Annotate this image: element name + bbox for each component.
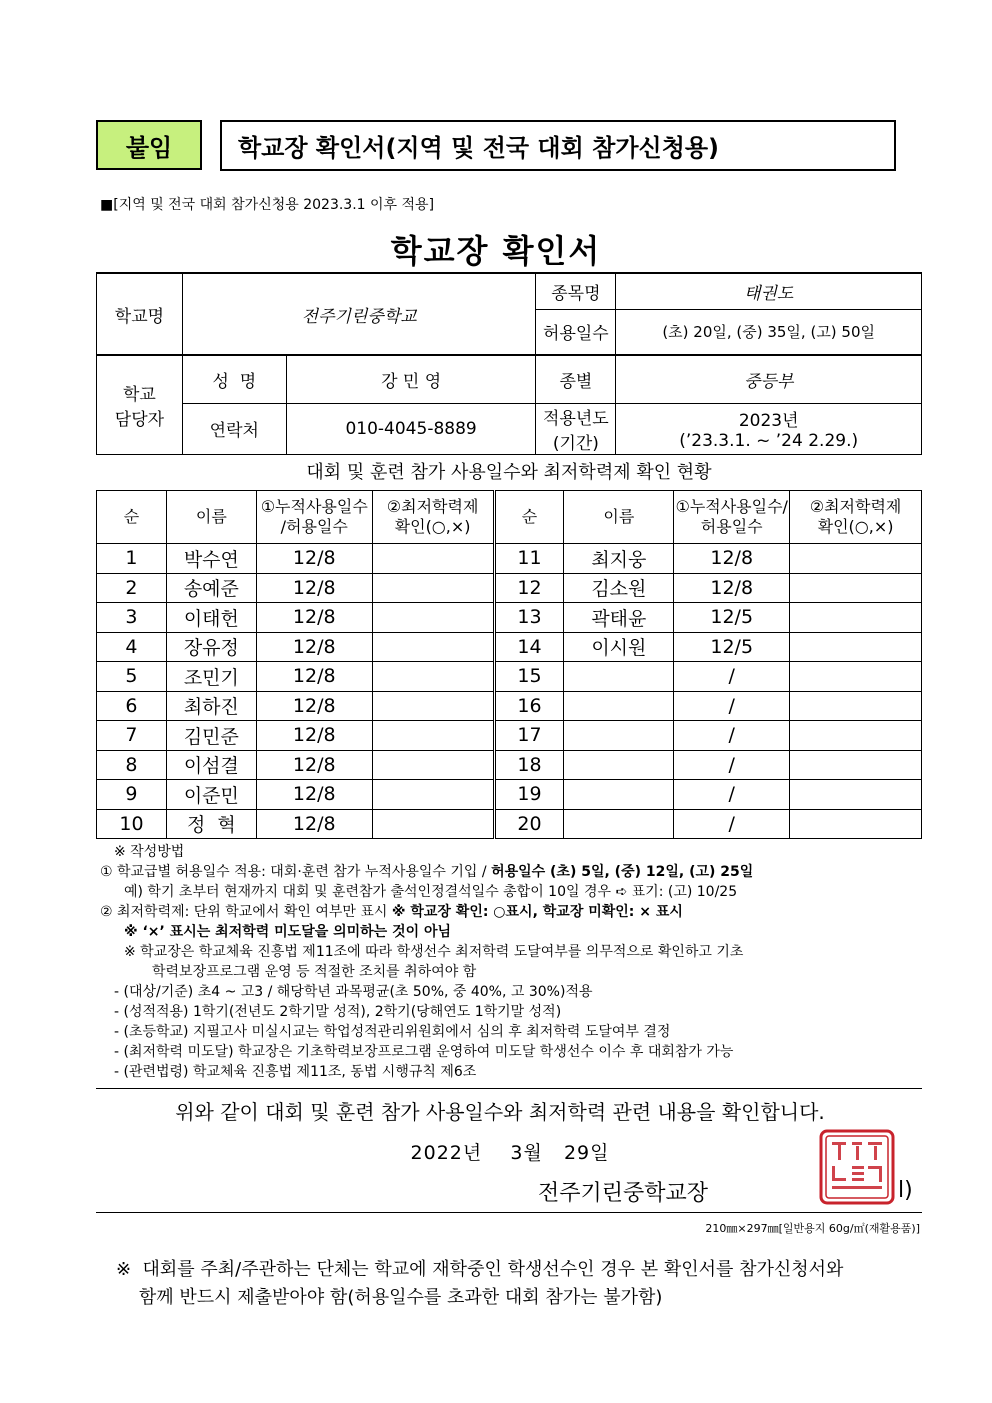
seal-suffix: l) xyxy=(898,1178,913,1203)
student-name xyxy=(564,809,674,839)
document-title: 학교장 확인서 xyxy=(390,232,602,270)
academic-check xyxy=(790,750,922,780)
row-number: 1 xyxy=(97,544,167,574)
academic-check xyxy=(372,809,494,839)
applied-note: ■[지역 및 전국 대회 참가신청용 2023.3.1 이후 적용] xyxy=(100,197,435,213)
student-name: 이태헌 xyxy=(166,603,256,633)
academic-check xyxy=(372,573,494,603)
manager-name-value: 강 민 영 xyxy=(286,355,536,403)
submission-note: ※ 대회를 주최/주관하는 단체는 학교에 재학중인 학생선수인 경우 본 확인서를 참가신청서와 함께 반드시 제출받아야 함(허용일수를 초과한 대회 참가는 불가함) xyxy=(116,1259,844,1308)
category-value: 중등부 xyxy=(616,355,922,403)
student-name xyxy=(564,721,674,751)
student-name xyxy=(564,691,674,721)
header-days: ①누적사용일수 /허용일수 xyxy=(256,491,372,544)
detail-1: - (대상/기준) 초4 ~ 고3 / 해당학년 과목평균(초 50%, 중 40%, 고 30%)적용 xyxy=(114,984,593,1000)
school-seal-stamp xyxy=(818,1128,896,1206)
summary-title: 대회 및 훈련 참가 사용일수와 최저학력제 확인 현황 xyxy=(306,462,712,483)
row-number: 4 xyxy=(97,632,167,662)
academic-check xyxy=(372,721,494,751)
academic-check xyxy=(372,603,494,633)
student-name: 이시원 xyxy=(564,632,674,662)
academic-check xyxy=(372,662,494,692)
days-used: 12/5 xyxy=(674,603,790,633)
days-used: 12/8 xyxy=(256,632,372,662)
academic-check xyxy=(790,691,922,721)
notes-heading: ※ 작성방법 xyxy=(114,844,185,860)
roster-row xyxy=(97,750,922,780)
roster-row xyxy=(97,691,922,721)
student-name: 박수연 xyxy=(166,544,256,574)
roster-row xyxy=(97,544,922,574)
contact-label: 연락처 xyxy=(182,403,286,454)
manager-label: 학교 담당자 xyxy=(97,355,183,454)
header-check: ②최저학력제 확인(○,×) xyxy=(372,491,494,544)
note-2: ② 최저학력제: 단위 학교에서 확인 여부만 표시 ※ 학교장 확인: ○표시, 학교장 미확인: × 표시 xyxy=(100,904,683,920)
student-name: 장유정 xyxy=(166,632,256,662)
school-info-table xyxy=(96,272,922,455)
academic-check xyxy=(790,632,922,662)
roster-row xyxy=(97,721,922,751)
allowed-days-label: 허용일수 xyxy=(536,309,616,355)
days-used: / xyxy=(674,809,790,839)
days-used: 12/8 xyxy=(256,544,372,574)
detail-2: - (성적적용) 1학기(전년도 2학기말 성적), 2학기(당해연도 1학기말 성적) xyxy=(114,1004,562,1020)
contact-value: 010-4045-8889 xyxy=(286,403,536,454)
academic-check xyxy=(790,662,922,692)
header-name: 이름 xyxy=(166,491,256,544)
student-name: 최지웅 xyxy=(564,544,674,574)
signing-date: 2022년 3월 29일 xyxy=(410,1142,610,1164)
academic-check xyxy=(790,721,922,751)
year-label: 적용년도 (기간) xyxy=(536,403,616,454)
divider xyxy=(96,1212,922,1213)
days-used: / xyxy=(674,750,790,780)
row-number: 19 xyxy=(494,780,564,810)
row-number: 17 xyxy=(494,721,564,751)
student-name xyxy=(564,780,674,810)
note-1: ① 학교급별 허용일수 적용: 대회·훈련 참가 누적사용일수 기입 / 허용일수 (초) 5일, (중) 12일, (고) 25일 xyxy=(100,864,754,880)
student-name: 곽태윤 xyxy=(564,603,674,633)
row-number: 8 xyxy=(97,750,167,780)
row-number: 18 xyxy=(494,750,564,780)
academic-check xyxy=(372,750,494,780)
header-name: 이름 xyxy=(564,491,674,544)
header-check: ②최저학력제 확인(○,×) xyxy=(790,491,922,544)
student-name: 정 혁 xyxy=(166,809,256,839)
attachment-tag: 붙임 xyxy=(96,120,202,170)
academic-check xyxy=(790,809,922,839)
row-number: 20 xyxy=(494,809,564,839)
days-used: / xyxy=(674,691,790,721)
roster-row xyxy=(97,780,922,810)
academic-check xyxy=(790,603,922,633)
days-used: 12/8 xyxy=(256,691,372,721)
student-name: 이준민 xyxy=(166,780,256,810)
header-days: ①누적사용일수/ 허용일수 xyxy=(674,491,790,544)
student-name: 송예준 xyxy=(166,573,256,603)
row-number: 10 xyxy=(97,809,167,839)
academic-check xyxy=(790,573,922,603)
row-number: 15 xyxy=(494,662,564,692)
allowed-days-value: (초) 20일, (중) 35일, (고) 50일 xyxy=(616,309,922,355)
student-name xyxy=(564,750,674,780)
days-used: / xyxy=(674,780,790,810)
row-number: 3 xyxy=(97,603,167,633)
row-number: 7 xyxy=(97,721,167,751)
academic-check xyxy=(790,544,922,574)
days-used: 12/8 xyxy=(256,780,372,810)
category-label: 종별 xyxy=(536,355,616,403)
academic-check xyxy=(372,544,494,574)
header-no: 순 xyxy=(494,491,564,544)
writing-instructions xyxy=(100,842,930,1082)
student-name xyxy=(564,662,674,692)
days-used: 12/8 xyxy=(256,662,372,692)
days-used: / xyxy=(674,662,790,692)
academic-check xyxy=(790,780,922,810)
days-used: 12/5 xyxy=(674,632,790,662)
days-used: 12/8 xyxy=(674,573,790,603)
row-number: 6 xyxy=(97,691,167,721)
school-name-value: 전주기린중학교 xyxy=(182,273,536,355)
roster-row xyxy=(97,573,922,603)
days-used: / xyxy=(674,721,790,751)
row-number: 16 xyxy=(494,691,564,721)
roster-row xyxy=(97,809,922,839)
days-used: 12/8 xyxy=(674,544,790,574)
detail-5: - (관련법령) 학교체육 진흥법 제11조, 동법 시행규칙 제6조 xyxy=(114,1064,477,1080)
roster-header-row xyxy=(97,491,922,544)
row-number: 5 xyxy=(97,662,167,692)
row-number: 11 xyxy=(494,544,564,574)
days-used: 12/8 xyxy=(256,750,372,780)
manager-name-label: 성 명 xyxy=(182,355,286,403)
form-heading: 학교장 확인서(지역 및 전국 대회 참가신청용) xyxy=(220,120,896,171)
student-name: 조민기 xyxy=(166,662,256,692)
divider xyxy=(96,1088,922,1089)
year-value: 2023년 (’23.3.1. ~ ’24 2.29.) xyxy=(616,403,922,454)
student-name: 이섬결 xyxy=(166,750,256,780)
event-label: 종목명 xyxy=(536,273,616,309)
event-value: 태권도 xyxy=(616,273,922,309)
days-used: 12/8 xyxy=(256,721,372,751)
academic-check xyxy=(372,691,494,721)
student-name: 김소원 xyxy=(564,573,674,603)
row-number: 13 xyxy=(494,603,564,633)
row-number: 12 xyxy=(494,573,564,603)
academic-check xyxy=(372,780,494,810)
student-name: 김민준 xyxy=(166,721,256,751)
academic-check xyxy=(372,632,494,662)
confirmation-statement: 위와 같이 대회 및 훈련 참가 사용일수와 최저학력 관련 내용을 확인합니다. xyxy=(175,1100,825,1124)
days-used: 12/8 xyxy=(256,573,372,603)
student-name: 최하진 xyxy=(166,691,256,721)
principal-name: 전주기린중학교장 xyxy=(538,1181,709,1206)
header-no: 순 xyxy=(97,491,167,544)
roster-row xyxy=(97,632,922,662)
detail-3: - (초등학교) 지필고사 미실시교는 학업성적관리위원회에서 심의 후 최저학력 도달여부 결정 xyxy=(114,1024,671,1040)
row-number: 9 xyxy=(97,780,167,810)
row-number: 14 xyxy=(494,632,564,662)
roster-row xyxy=(97,603,922,633)
days-used: 12/8 xyxy=(256,603,372,633)
note-1-example: 예) 학기 초부터 현재까지 대회 및 훈련참가 출석인정결석일수 총합이 10일 경우 ➪ 표기: (고) 10/25 xyxy=(124,884,738,900)
paper-spec: 210㎜×297㎜[일반용지 60g/㎡(재활용품)] xyxy=(705,1222,920,1235)
row-number: 2 xyxy=(97,573,167,603)
note-3: ※ ‘×’ 표시는 최저학력 미도달을 의미하는 것이 아님 xyxy=(124,924,452,940)
roster-table xyxy=(96,490,922,839)
note-4a: ※ 학교장은 학교체육 진흥법 제11조에 따라 학생선수 최저학력 도달여부를 의무적으로 확인하고 기초 xyxy=(124,944,744,960)
school-name-label: 학교명 xyxy=(97,273,183,355)
detail-4: - (최저학력 미도달) 학교장은 기초학력보장프로그램 운영하여 미도달 학생선수 이수 후 대회참가 가능 xyxy=(114,1044,734,1060)
roster-row xyxy=(97,662,922,692)
days-used: 12/8 xyxy=(256,809,372,839)
note-4b: 학력보장프로그램 운영 등 적절한 조치를 취하여야 함 xyxy=(152,964,477,980)
